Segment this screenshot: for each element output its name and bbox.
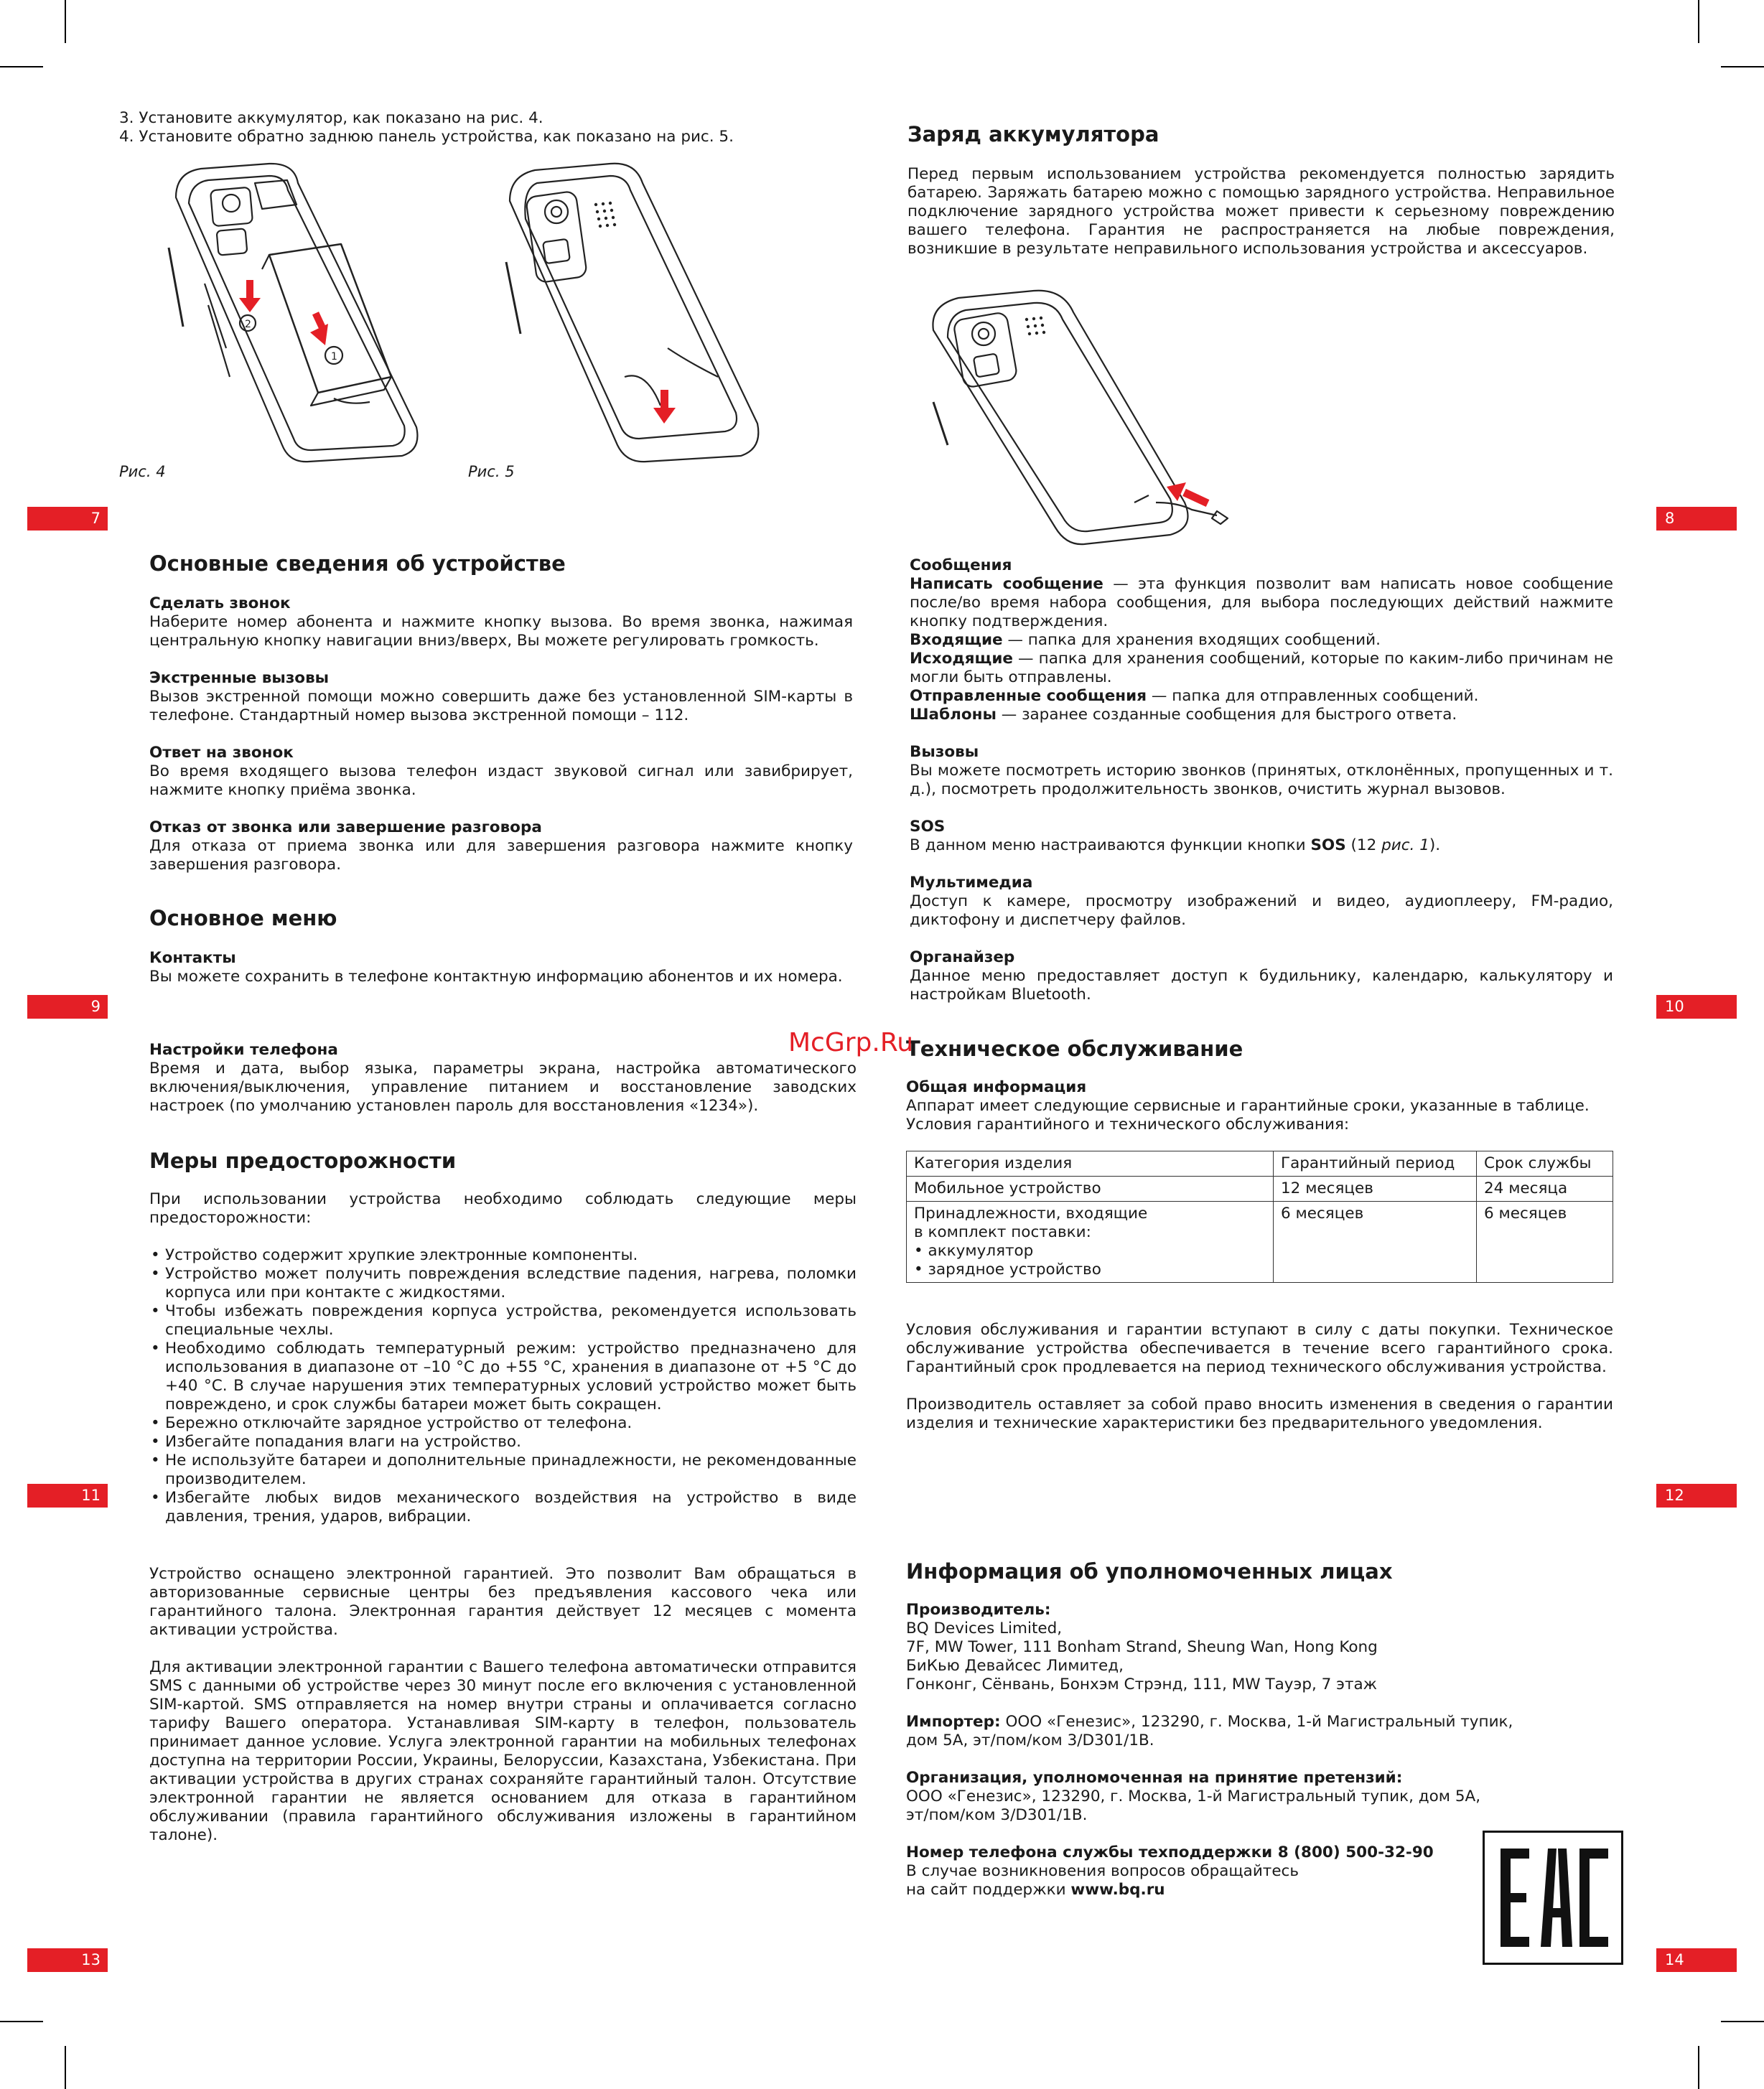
charging-illustration bbox=[919, 287, 1235, 553]
precautions-title: Меры предосторожности bbox=[149, 1149, 457, 1173]
table-row bbox=[907, 1177, 1613, 1202]
answer-heading: Ответ на звонок bbox=[149, 744, 294, 762]
figure-5-caption: Рис. 5 bbox=[468, 463, 515, 480]
contacts-section bbox=[149, 949, 853, 986]
organizer-heading: Органайзер bbox=[910, 948, 1015, 966]
menu-details bbox=[910, 556, 1613, 1004]
make-call-heading: Сделать звонок bbox=[149, 594, 291, 612]
multimedia-heading: Мультимедиа bbox=[910, 874, 1033, 892]
e-warranty-section bbox=[149, 1565, 857, 1845]
crop-mark bbox=[0, 66, 43, 67]
crop-mark bbox=[0, 2021, 43, 2022]
contacts-text: Вы можете сохранить в телефоне контактную информацию абонентов и их номера. bbox=[149, 968, 843, 986]
e-warranty-para-2: Для активации электронной гарантии с Вашего телефона автоматически отправится SMS с данными об устройстве через 30 минут после его включения с установленной SIM-картой. SMS отправляется на номер внутри страны и оплачивается согласно тарифу Вашего оператора. Устанавливая SIM-карту в телефон, пользователь принимает данное условие. Услуга электронной гарантии на мобильных телефонах доступна на территории России, Украины, Белоруссии, Казахстана, Узбекистана. При активации устройства в других странах сохраняйте гарантийный талон. Отсутствие электронной гарантии не является основанием для отказа в гарантийном обслуживании (правила гарантийного обслуживания изложены в гарантийном талоне). bbox=[149, 1658, 857, 1844]
install-steps bbox=[119, 109, 837, 146]
svg-text:1: 1 bbox=[331, 351, 337, 363]
main-menu-title: Основное меню bbox=[149, 906, 337, 930]
crop-mark bbox=[1698, 2046, 1699, 2089]
phone-settings-text: Время и дата, выбор языка, параметры экрана, настройка автоматического включения/выключения, управление питанием и восстановление заводских настроек (по умолчанию установлен пароль для восстановления «1234»). bbox=[149, 1060, 857, 1115]
sos-heading: SOS bbox=[910, 818, 946, 836]
messages-heading: Сообщения bbox=[910, 556, 1012, 574]
precautions-section bbox=[149, 1190, 857, 1526]
templates-item: Шаблоны — заранее созданные сообщения для быстрого ответа. bbox=[910, 706, 1457, 724]
charging-text: Перед первым использованием устройства рекомендуется полностью зарядить батарею. Заряжать батарею можно с помощью зарядного устройства. Неправильное подключение зарядного устройства может привести к серьезному повреждению вашего телефона. Гарантия не распространяется на любые повреждения, возникшие в результате неправильного использования устройства и аксессуаров. bbox=[907, 165, 1615, 258]
manufacturer-heading: Производитель: bbox=[906, 1601, 1051, 1619]
page-number-7: 7 bbox=[27, 507, 108, 531]
page-number-11: 11 bbox=[27, 1484, 108, 1508]
page-number-8: 8 bbox=[1656, 507, 1737, 531]
reject-heading: Отказ от звонка или завершение разговора bbox=[149, 818, 542, 836]
list-item: • Избегайте попадания влаги на устройство. bbox=[149, 1433, 857, 1452]
watermark: McGrp.Ru bbox=[788, 1028, 914, 1057]
table-cell: Мобильное устройство bbox=[907, 1177, 1274, 1202]
reject-text: Для отказа от приема звонка или для завершения разговора нажмите кнопку завершения разговора. bbox=[149, 837, 853, 874]
table-header: Категория изделия bbox=[907, 1151, 1274, 1177]
list-item: • Избегайте любых видов механического воздействия на устройство в виде давления, трения, ударов, вибрации. bbox=[149, 1489, 857, 1526]
sos-text: В данном меню настраиваются функции кнопки SOS (12 рис. 1). bbox=[910, 836, 1441, 854]
terms-text: Условия обслуживания и гарантии вступают в силу с даты покупки. Техническое обслуживание устройства обеспечивается в течение всего гарантийного срока. Гарантийный срок продлевается на период технического обслуживания устройства. bbox=[906, 1321, 1613, 1376]
list-item: • Устройство может получить повреждения вследствие падения, нагрева, поломки корпуса или при контакте с жидкостями. bbox=[149, 1265, 857, 1302]
support-link[interactable]: www.bq.ru bbox=[1070, 1881, 1165, 1899]
precautions-list bbox=[149, 1246, 857, 1526]
general-info-section bbox=[906, 1078, 1613, 1134]
general-info-heading: Общая информация bbox=[906, 1078, 1087, 1096]
page-number-13: 13 bbox=[27, 1948, 108, 1972]
device-basics-title: Основные сведения об устройстве bbox=[149, 551, 566, 576]
write-message-item: Написать сообщение — эта функция позволит вам написать новое сообщение после/во время набора сообщения, для выбора последующих действий нажмите кнопку подтверждения. bbox=[910, 575, 1613, 630]
manufacturer-line: БиКью Девайсес Лимитед, bbox=[906, 1657, 1124, 1675]
crop-mark bbox=[65, 0, 66, 43]
list-item: • Бережно отключайте зарядное устройство от телефона. bbox=[149, 1414, 857, 1433]
claims-line-2: эт/пом/ком 3/D301/1В. bbox=[906, 1806, 1088, 1824]
sent-item: Отправленные сообщения — папка для отправленных сообщений. bbox=[910, 687, 1479, 705]
calls-heading: Вызовы bbox=[910, 743, 979, 761]
device-basics-section bbox=[149, 594, 853, 874]
answer-text: Во время входящего вызова телефон издаст звуковой сигнал или завибрирует, нажмите кнопку приёма звонка. bbox=[149, 762, 853, 799]
table-header: Гарантийный период bbox=[1274, 1151, 1477, 1177]
emergency-text: Вызов экстренной помощи можно совершить даже без установленной SIM-карты в телефоне. Стандартный номер вызова экстренной помощи – 112. bbox=[149, 688, 853, 724]
precautions-intro: При использовании устройства необходимо соблюдать следующие меры предосторожности: bbox=[149, 1190, 857, 1227]
page-number-12: 12 bbox=[1656, 1484, 1737, 1508]
authorized-persons-title: Информация об уполномоченных лицах bbox=[906, 1559, 1393, 1584]
support-line-1: В случае возникновения вопросов обращайтесь bbox=[906, 1862, 1299, 1880]
rights-text: Производитель оставляет за собой право вносить изменения в сведения о гарантии изделия и технические характеристики без предварительного уведомления. bbox=[906, 1396, 1613, 1432]
table-cell: 6 месяцев bbox=[1477, 1202, 1613, 1283]
step-3: 3. Установите аккумулятор, как показано на рис. 4. bbox=[119, 109, 543, 127]
crop-mark bbox=[1721, 66, 1764, 67]
step-4: 4. Установите обратно заднюю панель устройства, как показано на рис. 5. bbox=[119, 128, 734, 146]
importer-line-1: Импортер: ООО «Генезис», 123290, г. Москва, 1-й Магистральный тупик, bbox=[906, 1713, 1513, 1731]
support-line-2: на сайт поддержки www.bq.ru bbox=[906, 1881, 1165, 1899]
table-row bbox=[907, 1202, 1613, 1283]
organizer-text: Данное меню предоставляет доступ к будильнику, календарю, калькулятору и настройкам Bluetooth. bbox=[910, 967, 1613, 1004]
terms-section bbox=[906, 1321, 1613, 1433]
emergency-heading: Экстренные вызовы bbox=[149, 669, 330, 687]
manufacturer-line: BQ Devices Limited, bbox=[906, 1620, 1063, 1637]
table-header-row bbox=[907, 1151, 1613, 1177]
list-item: • Не используйте батареи и дополнительные принадлежности, не рекомендованные производителем. bbox=[149, 1452, 857, 1489]
crop-mark bbox=[65, 2046, 66, 2089]
general-info-text: Аппарат имеет следующие сервисные и гарантийные сроки, указанные в таблице. Условия гарантийного и технического обслуживания: bbox=[906, 1097, 1590, 1134]
manufacturer-line: Гонконг, Сёнвань, Бонхэм Стрэнд, 111, MW Тауэр, 7 этаж bbox=[906, 1676, 1378, 1693]
make-call-text: Наберите номер абонента и нажмите кнопку вызова. Во время звонка, нажимая центральную кнопку навигации вниз/вверх, Вы можете регулировать громкость. bbox=[149, 613, 853, 650]
list-item: • Устройство содержит хрупкие электронные компоненты. bbox=[149, 1246, 857, 1265]
crop-mark bbox=[1721, 2021, 1764, 2022]
e-warranty-para-1: Устройство оснащено электронной гарантией. Это позволит Вам обращаться в авторизованные сервисные центры без предъявления кассового чека или гарантийного талона. Электронная гарантия действует 12 месяцев с момента активации устройства. bbox=[149, 1565, 857, 1639]
table-cell: 6 месяцев bbox=[1274, 1202, 1477, 1283]
figure-4-caption: Рис. 4 bbox=[119, 463, 166, 480]
cell-line: Принадлежности, входящие bbox=[914, 1205, 1148, 1223]
contacts-heading: Контакты bbox=[149, 949, 236, 967]
table-cell: 12 месяцев bbox=[1274, 1177, 1477, 1202]
claims-heading: Организация, уполномоченная на принятие претензий: bbox=[906, 1769, 1403, 1787]
maintenance-title: Техническое обслуживание bbox=[906, 1037, 1243, 1061]
support-heading: Номер телефона службы техподдержки 8 (800) 500-32-90 bbox=[906, 1843, 1434, 1861]
phone-settings-heading: Настройки телефона bbox=[149, 1041, 338, 1059]
claims-line-1: ООО «Генезис», 123290, г. Москва, 1-й Магистральный тупик, дом 5А, bbox=[906, 1787, 1481, 1805]
svg-text:2: 2 bbox=[245, 319, 251, 330]
table-cell: 24 месяца bbox=[1477, 1177, 1613, 1202]
table-cell bbox=[907, 1202, 1274, 1283]
page-number-9: 9 bbox=[27, 995, 108, 1019]
list-item: • Необходимо соблюдать температурный режим: устройство предназначено для использования в диапазоне от –10 °C до +55 °C, хранения в диапазоне от +5 °C до +40 °C. В случае нарушения этих температурных условий устройство может быть повреждено, и срок службы батареи может быть сокращен. bbox=[149, 1340, 857, 1414]
eac-logo bbox=[1483, 1831, 1623, 1965]
calls-text: Вы можете посмотреть историю звонков (принятых, отклонённых, пропущенных и т. д.), посмотреть продолжительность звонков, очистить журнал вызовов. bbox=[910, 762, 1613, 798]
multimedia-text: Доступ к камере, просмотру изображений и видео, аудиоплееру, FM-радио, диктофону и диспетчеру файлов. bbox=[910, 892, 1613, 929]
figure-4-battery-install bbox=[162, 162, 427, 463]
inbox-item: Входящие — папка для хранения входящих сообщений. bbox=[910, 631, 1381, 649]
cell-line: • аккумулятор bbox=[914, 1242, 1034, 1260]
crop-mark bbox=[1698, 0, 1699, 43]
page-number-10: 10 bbox=[1656, 995, 1737, 1019]
list-item: • Чтобы избежать повреждения корпуса устройства, рекомендуется использовать специальные чехлы. bbox=[149, 1302, 857, 1340]
manufacturer-line: 7F, MW Tower, 111 Bonham Strand, Sheung Wan, Hong Kong bbox=[906, 1638, 1378, 1656]
phone-settings-section bbox=[149, 1041, 857, 1116]
warranty-table bbox=[906, 1151, 1613, 1283]
table-header: Срок службы bbox=[1477, 1151, 1613, 1177]
outbox-item: Исходящие — папка для хранения сообщений, которые по каким-либо причинам не могли быть отправлены. bbox=[910, 650, 1613, 686]
importer-line-2: дом 5А, эт/пом/ком 3/D301/1В. bbox=[906, 1732, 1154, 1749]
figure-5-back-cover bbox=[503, 162, 768, 463]
page-number-14: 14 bbox=[1656, 1948, 1737, 1972]
charging-title: Заряд аккумулятора bbox=[907, 122, 1159, 146]
cell-line: • зарядное устройство bbox=[914, 1261, 1101, 1279]
cell-line: в комплект поставки: bbox=[914, 1223, 1091, 1241]
